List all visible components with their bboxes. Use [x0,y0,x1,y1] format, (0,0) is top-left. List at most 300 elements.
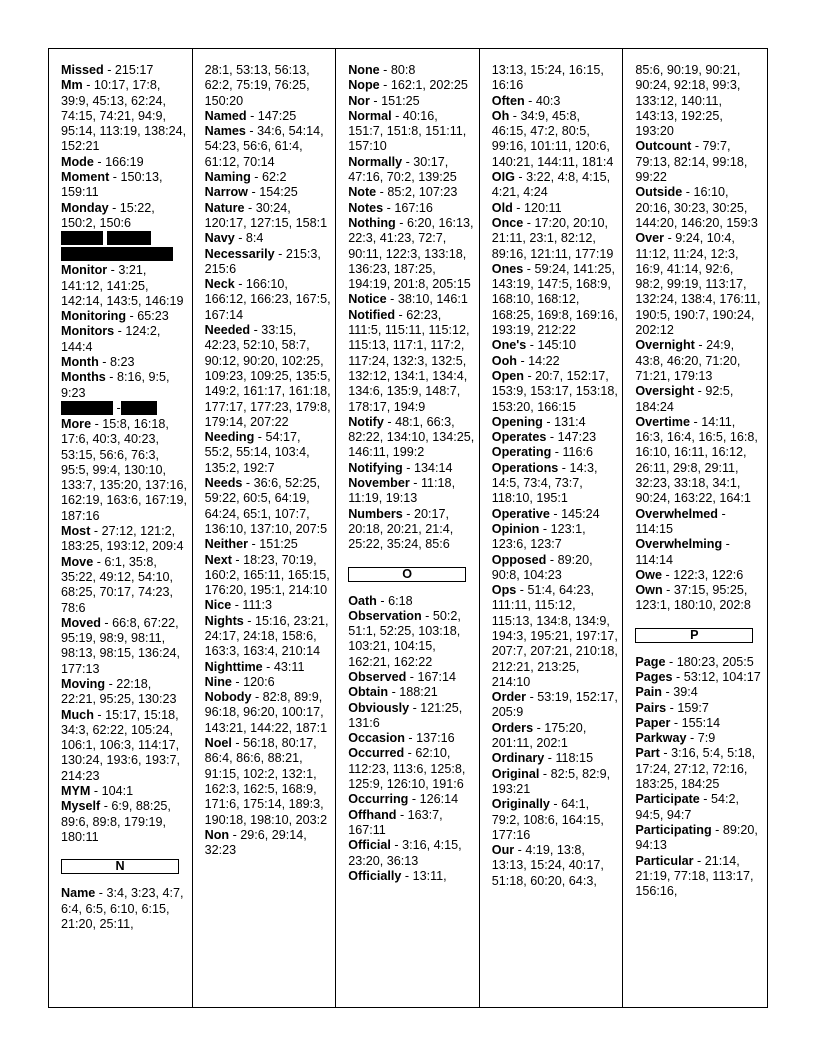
index-entry: Page - 180:23, 205:5 [635,654,754,669]
entry-references: 85:2, 107:23 [387,185,458,200]
entry-references: 54:17, 55:2, 55:14, 103:4, 135:2, 192:7 [204,430,310,475]
entry-term: Noel [204,736,232,751]
entry-term: Navy [204,231,235,246]
redaction-block [61,231,103,245]
index-entry: Offhand - 163:7, 167:11 [348,807,443,837]
entry-references: 3:16, 4:15, 23:20, 36:13 [348,838,462,868]
index-frame [48,48,768,1008]
entry-term: Nobody [204,690,252,705]
entry-references: 151:25 [381,93,420,108]
index-entry: Month - 8:23 [61,355,135,370]
index-entry: Opinion - 123:1, 123:6, 123:7 [491,521,586,552]
index-entry: Neck - 166:10, 166:12, 166:23, 167:5, 167:14 [204,277,331,322]
entry-term: Pain [635,685,662,700]
index-entry: Pain - 39:4 [635,685,698,700]
entry-term: Open [491,368,524,383]
index-entry [205,63,332,109]
entry-references: 30:24, 120:17, 127:15, 158:1 [204,200,328,230]
entry-term: Moving [61,676,106,691]
entry-term: Normally [348,154,403,169]
entry-term: Moment [61,170,110,185]
entry-term: Often [491,93,525,108]
entry-references: 62:2 [261,170,287,185]
entry-references: 104:1 [101,784,134,799]
index-entry: Monitor - 3:21, 141:12, 141:25, 142:14, 143:5, 146:19 [61,263,184,308]
index-entry: Open - 20:7, 152:17, 153:9, 153:17, 153:18, 153:20, 166:15 [491,368,618,414]
entry-references: 80:8 [390,63,416,77]
entry-term: One's [491,338,527,353]
entry-references: 37:15, 95:25, 123:1, 180:10, 202:8 [635,583,751,613]
entry-references: 3:4, 3:23, 4:7, 6:4, 6:5, 6:10, 6:15, 21:20, 25:11, [61,886,184,931]
redaction-block [61,247,173,261]
index-entry: Ooh - 14:22 [491,353,560,368]
index-entry: Notice - 38:10, 146:1 [348,292,468,307]
entry-references: 120:6 [243,674,275,689]
index-entry: Over - 9:24, 10:4, 11:12, 11:24, 12:3, 16:9, 41:14, 92:6, 98:2, 99:19, 113:17, 132:24, 138:4, 176:11, 190:5, 190:7, 190:24, 202:12 [635,231,761,338]
entry-term: Paper [635,715,671,730]
entry-term: Obtain [348,685,389,700]
index-entry: Notify - 48:1, 66:3, 82:22, 134:10, 134:25, 146:11, 199:2 [348,414,475,460]
entry-term: Overnight [635,338,695,353]
index-entry: Normally - 30:17, 47:16, 70:2, 139:25 [348,154,457,185]
entry-term: Numbers [348,506,403,521]
entry-term: Our [491,843,515,858]
section-letter-header: N [61,859,179,874]
entry-term: Ordinary [491,751,545,766]
entry-references: 36:6, 52:25, 59:22, 60:5, 64:19, 64:24, 65:1, 107:7, 136:10, 137:10, 207:5 [204,476,328,536]
entry-references: 126:14 [419,792,459,807]
entry-term: Occurred [348,746,405,761]
index-entry: Notes - 167:16 [348,200,433,215]
entry-references: 8:23 [109,355,135,370]
entry-term: Mm [61,78,83,93]
entry-references: 155:14 [681,715,721,730]
index-entry: Mm - 10:17, 17:8, 39:9, 45:13, 62:24, 74:15, 74:21, 94:9, 95:14, 113:19, 138:24, 152:21 [61,78,187,154]
entry-references: 82:5, 82:9, 193:21 [491,766,611,796]
entry-term: Originally [491,797,550,812]
entry-references: 6:18 [388,593,413,608]
redaction-block [61,401,113,415]
entry-term: Offhand [348,807,397,822]
index-entry: Owe - 122:3, 122:6 [635,567,744,582]
index-entry: Officially - 13:11, [348,868,447,883]
entry-references: 18:23, 70:19, 160:2, 165:11, 165:15, 176:20, 195:1, 214:10 [204,552,330,598]
entry-term: Overwhelming [635,537,723,552]
index-entry: Own - 37:15, 95:25, 123:1, 180:10, 202:8 [635,583,751,613]
index-entry: Monday - 15:22, 150:2, 150:6 [61,200,155,230]
entry-term: Naming [204,170,251,185]
index-entry: Neither - 151:25 [204,537,298,552]
index-entry: Nature - 30:24, 120:17, 127:15, 158:1 [204,200,328,230]
entry-term: Monday [61,200,109,215]
entry-term: Order [491,690,527,705]
entry-term: Move [61,554,94,569]
entry-references: 137:16 [416,731,455,746]
entry-term: November [348,476,410,491]
index-entry: Notified - 62:23, 111:5, 115:11, 115:12, 115:13, 117:1, 117:2, 117:24, 132:3, 132:5, 132:12, 134:1, 134:4, 134:6, 135:9, 148:7, 178:17, 194:9 [348,307,470,414]
index-entry: Missed - 215:17 [61,63,154,77]
index-entry: Nothing - 6:20, 16:13, 22:3, 41:23, 72:7, 90:11, 122:3, 133:18, 136:23, 187:25, 194:19, 201:8, 205:15 [348,215,474,292]
entry-term: Nothing [348,215,396,230]
entry-references: 114:14 [635,552,673,567]
entry-term: Monitors [61,324,115,339]
index-entry: Oath - 6:18 [348,593,413,608]
entry-references: 59:24, 141:25, 143:19, 147:5, 168:9, 168:10, 168:12, 168:25, 169:8, 169:16, 193:19, 212:22 [491,261,618,338]
entry-references: 13:13, 15:24, 16:15, 16:16 [491,63,604,93]
entry-references: 20:7, 152:17, 153:9, 153:17, 153:18, 153:20, 166:15 [491,368,618,414]
index-entry: One's - 145:10 [491,338,577,353]
entry-references: 56:18, 80:17, 86:4, 86:6, 88:21, 91:15, 102:2, 132:1, 162:3, 162:5, 168:9, 171:6, 175:14, 189:3, 190:18, 198:10, 203:2 [204,736,328,827]
entry-references: 4:19, 13:8, 13:13, 15:24, 40:17, 51:18, 60:20, 64:3, [491,843,604,888]
index-entry: Order - 53:19, 152:17, 205:9 [491,690,618,720]
index-entry: Parkway - 7:9 [635,731,716,746]
entry-term: Own [635,583,663,598]
index-entry: Ordinary - 118:15 [491,751,594,766]
index-entry: Nice - 111:3 [204,598,273,613]
entry-term: Overwhelmed [635,506,718,521]
index-entry: Pairs - 159:7 [635,700,709,715]
index-entry: Our - 4:19, 13:8, 13:13, 15:24, 40:17, 51:18, 60:20, 64:3, [491,843,604,888]
entry-references: 118:15 [555,751,594,766]
entry-term: Normal [348,108,392,123]
index-entry: OIG - 3:22, 4:8, 4:15, 4:21, 4:24 [491,170,611,200]
entry-references: 6:20, 16:13, 22:3, 41:23, 72:7, 90:11, 122:3, 133:18, 136:23, 187:25, 194:19, 201:8, 205:15 [348,215,474,292]
entry-term: Nature [204,200,245,215]
entry-references: 50:2, 51:1, 52:25, 103:18, 103:21, 104:15, 162:21, 162:22 [348,608,461,669]
entry-term: Mode [61,154,94,169]
index-entry: Move - 6:1, 35:8, 35:22, 49:12, 54:10, 68:25, 70:17, 74:23, 78:6 [61,554,174,615]
entry-references: 85:6, 90:19, 90:21, 90:24, 92:18, 99:3, 133:12, 140:11, 143:13, 192:25, 193:20 [635,63,741,139]
entry-references: 14:11, 16:3, 16:4, 16:5, 16:8, 16:10, 16:11, 16:12, 26:11, 29:8, 29:11, 32:23, 33:18, 34:1, 90:24, 163:22, 164:1 [635,414,758,506]
entry-term: Nor [348,93,370,108]
entry-term: Observed [348,669,407,684]
index-entry: Mode - 166:19 [61,154,144,169]
entry-term: Oath [348,593,377,608]
index-entry: Participate - 54:2, 94:5, 94:7 [635,792,739,822]
entry-term: Ops [491,583,517,598]
index-entry: Operative - 145:24 [491,506,600,521]
entry-term: Orders [491,720,534,735]
entry-term: Note [348,185,377,200]
entry-references: 120:11 [523,200,562,215]
entry-term: Neither [204,537,248,552]
entry-term: Moved [61,615,101,630]
index-entry: Outcount - 79:7, 79:13, 82:14, 99:18, 99:22 [635,139,748,185]
entry-references: 65:23 [137,309,169,324]
entry-term: Needed [204,323,251,338]
entry-term: Notified [348,307,396,322]
entry-references: 40:16, 151:7, 151:8, 151:11, 157:10 [348,108,467,154]
entry-references: 43:11 [273,659,305,674]
entry-term: Overtime [635,414,690,429]
entry-references: 116:6 [562,445,594,460]
entry-term: Operating [491,445,552,460]
entry-references: 28:1, 53:13, 56:13, 62:2, 75:19, 76:25, 150:20 [204,63,310,108]
index-entry [492,63,619,94]
entry-references: 3:22, 4:8, 4:15, 4:21, 4:24 [491,170,611,200]
entry-references: 131:4 [554,414,586,429]
entry-references: 39:4 [673,685,698,700]
entry-term: Pages [635,669,673,684]
index-entry: Monitoring - 65:23 [61,309,169,324]
entry-references: 6:9, 88:25, 89:6, 89:8, 179:19, 180:11 [61,799,171,844]
entry-term: Nope [348,78,380,93]
entry-term: Opposed [491,552,547,567]
entry-references: 123:1, 123:6, 123:7 [491,521,586,552]
entry-references: 22:18, 22:21, 95:25, 130:23 [61,676,177,707]
index-entry: Originally - 64:1, 79:2, 108:6, 164:15, 177:16 [491,797,604,842]
index-entry: Non - 29:6, 29:14, 32:23 [204,827,307,858]
index-entry: Pages - 53:12, 104:17 [635,669,761,684]
entry-references: 166:10, 166:12, 166:23, 167:5, 167:14 [204,277,331,322]
entry-references: 10:17, 17:8, 39:9, 45:13, 62:24, 74:15, 74:21, 94:9, 95:14, 113:19, 138:24, 152:21 [61,78,187,154]
index-entry: Obviously - 121:25, 131:6 [348,700,463,730]
entry-term: Narrow [204,185,248,200]
entry-references: 6:1, 35:8, 35:22, 49:12, 54:10, 68:25, 70:17, 74:23, 78:6 [61,554,174,615]
entry-term: Next [204,552,232,567]
entry-term: Opinion [491,521,540,536]
entry-term: Notifying [348,460,403,475]
index-entry: Narrow - 154:25 [204,185,298,200]
index-entry: Orders - 175:20, 201:11, 202:1 [491,720,587,751]
index-entry: Most - 27:12, 121:2, 183:25, 193:12, 209:4 [61,524,184,554]
index-entry: Occurring - 126:14 [348,792,459,807]
index-entry: Overtime - 14:11, 16:3, 16:4, 16:5, 16:8, 16:10, 16:11, 16:12, 26:11, 29:8, 29:11, 32:23, 33:18, 34:1, 90:24, 163:22, 164:1 [635,414,758,506]
index-entry: Needed - 33:15, 42:23, 52:10, 58:7, 90:12, 90:20, 102:25, 109:23, 109:25, 135:5, 149:2, 161:17, 161:18, 177:17, 177:23, 179:8, 179:14, 207:22 [204,323,331,429]
entry-term: Outcount [635,139,692,154]
entry-references: 111:3 [242,598,273,613]
entry-term: Original [491,766,540,781]
entry-term: Nights [204,613,244,628]
entry-term: Old [491,200,513,215]
index-entry: Operating - 116:6 [491,445,594,460]
entry-term: Over [635,231,665,246]
index-entry: Named - 147:25 [204,108,297,123]
entry-references: 167:14 [417,669,457,684]
entry-references: 159:7 [677,700,709,715]
entry-term: Names [204,124,246,139]
entry-references: 54:2, 94:5, 94:7 [635,792,739,822]
index-entry: Overnight - 24:9, 43:8, 46:20, 71:20, 71:21, 179:13 [635,338,741,383]
entry-references: 121:25, 131:6 [348,700,463,730]
entry-references: 17:20, 20:10, 21:11, 23:1, 82:12, 89:16, 121:11, 177:19 [491,215,614,261]
entry-references: 40:3 [535,93,561,108]
index-entry: Ones - 59:24, 141:25, 143:19, 147:5, 168:9, 168:10, 168:12, 168:25, 169:8, 169:16, 193:19, 212:22 [491,261,618,338]
entry-references: 34:9, 45:8, 46:15, 47:2, 80:5, 99:16, 101:11, 120:6, 140:21, 144:11, 181:4 [491,108,614,169]
entry-term: Operates [491,430,547,445]
entry-references: 114:15 [635,521,673,536]
entry-references: 51:4, 64:23, 111:11, 115:12, 115:13, 134:8, 134:9, 194:3, 195:21, 197:17, 207:7, 207:21, 210:18, 212:21, 213:25, 214:10 [491,583,618,689]
entry-references: 215:3, 215:6 [204,246,321,276]
entry-term: Observation [348,608,422,623]
entry-term: Myself [61,799,101,814]
entry-references: 15:17, 15:18, 34:3, 62:22, 105:24, 106:1, 106:3, 114:17, 130:24, 193:6, 193:7, 214:23 [61,707,181,783]
entry-term: Necessarily [204,246,275,261]
entry-references: 188:21 [399,685,438,700]
entry-references: 150:13, 159:11 [61,170,163,200]
entry-term: Named [204,108,247,123]
index-entry: Oversight - 92:5, 184:24 [635,384,734,414]
entry-references: 180:23, 205:5 [676,654,754,669]
entry-references: 7:9 [697,731,716,746]
entry-term: Month [61,355,99,370]
entry-references: 122:3, 122:6 [673,567,744,582]
index-entry: Opposed - 89:20, 90:8, 104:23 [491,552,593,582]
index-entry: Observation - 50:2, 51:1, 52:25, 103:18, 103:21, 104:15, 162:21, 162:22 [348,608,461,669]
entry-term: Pairs [635,700,667,715]
section-letter-header: P [635,628,753,643]
entry-term: Opening [491,414,543,429]
entry-references: 53:19, 152:17, 205:9 [491,690,618,720]
index-entry: Particular - 21:14, 21:19, 77:18, 113:17, 156:16, [635,853,754,899]
entry-term: Notice [348,292,387,307]
entry-references: 82:8, 89:9, 96:18, 96:20, 100:17, 143:21, 144:22, 187:1 [204,690,328,735]
entry-term: Operations [491,460,559,475]
entry-term: Nice [204,598,232,613]
index-entry: Old - 120:11 [491,200,562,215]
entry-term: Officially [348,868,402,883]
entry-references: 89:20, 90:8, 104:23 [491,552,593,582]
index-entry: Occurred - 62:10, 112:23, 113:6, 125:8, 125:9, 126:10, 191:6 [348,746,466,792]
index-column-2 [193,49,337,1007]
index-entry: Months - 8:16, 9:5, 9:23 [61,370,170,400]
entry-term: Ones [491,261,524,276]
entry-term: Needs [204,476,243,491]
entry-term: Missed [61,63,104,77]
index-entry: Nine - 120:6 [204,674,275,689]
index-entry: MYM - 104:1 [61,784,134,799]
entry-references: 62:23, 111:5, 115:11, 115:12, 115:13, 117:1, 117:2, 117:24, 132:3, 132:5, 132:12, 134:1, 134:4, 134:6, 135:9, 148:7, 178:17, 194:9 [348,307,470,414]
entry-term: Occurring [348,792,409,807]
index-entry: Numbers - 20:17, 20:18, 20:21, 21:4, 25:22, 35:24, 85:6 [348,506,454,552]
entry-references: 151:25 [259,537,298,552]
entry-references: 64:1, 79:2, 108:6, 164:15, 177:16 [491,797,604,842]
entry-references: 62:10, 112:23, 113:6, 125:8, 125:9, 126:10, 191:6 [348,746,466,792]
redacted-entry [61,247,188,263]
entry-references: 16:10, 20:16, 30:23, 30:25, 144:20, 146:20, 159:3 [635,185,758,230]
entry-references: 66:8, 67:22, 95:19, 98:9, 98:11, 98:13, 98:15, 136:24, 177:13 [61,615,181,676]
index-entry: Often - 40:3 [491,93,561,108]
entry-references: 27:12, 121:2, 183:25, 193:12, 209:4 [61,524,184,554]
entry-references: 8:4 [245,231,264,246]
index-entry: None - 80:8 [348,63,416,77]
index-entry: Needs - 36:6, 52:25, 59:22, 60:5, 64:19, 64:24, 65:1, 107:7, 136:10, 137:10, 207:5 [204,476,328,536]
entry-term: None [348,63,380,77]
index-entry: Original - 82:5, 82:9, 193:21 [491,766,611,796]
index-column-5 [623,49,767,1007]
index-entry: Operations - 14:3, 14:5, 73:4, 73:7, 118:10, 195:1 [491,460,598,506]
index-entry: Note - 85:2, 107:23 [348,185,458,200]
index-entry: Naming - 62:2 [204,170,287,185]
index-entry: Once - 17:20, 20:10, 21:11, 23:1, 82:12, 89:16, 121:11, 177:19 [491,215,614,261]
entry-term: Name [61,886,96,901]
entry-term: Ooh [491,353,517,368]
redaction-block [107,231,151,245]
index-column-4 [480,49,624,1007]
entry-term: Parkway [635,731,687,746]
entry-term: Oh [491,108,510,123]
index-entry [635,63,763,139]
index-entry: Needing - 54:17, 55:2, 55:14, 103:4, 135:2, 192:7 [204,430,310,475]
entry-term: Official [348,838,391,853]
index-entry: Oh - 34:9, 45:8, 46:15, 47:2, 80:5, 99:16, 101:11, 120:6, 140:21, 144:11, 181:4 [491,108,614,169]
entry-term: Particular [635,853,694,868]
entry-term: Months [61,370,106,385]
index-entry: Nobody - 82:8, 89:9, 96:18, 96:20, 100:17, 143:21, 144:22, 187:1 [204,690,328,735]
index-entry: Paper - 155:14 [635,715,721,730]
entry-references: 166:19 [105,154,144,169]
index-entry: Noel - 56:18, 80:17, 86:4, 86:6, 88:21, 91:15, 102:2, 132:1, 162:3, 162:5, 168:9, 171:6, 175:14, 189:3, 190:18, 198:10, 203:2 [204,736,328,827]
entry-term: More [61,416,92,431]
entry-references: 162:1, 202:25 [390,78,468,93]
entry-term: OIG [491,170,515,185]
index-entry: Monitors - 124:2, 144:4 [61,324,161,354]
entry-references: 147:23 [557,430,597,445]
index-entry: Ops - 51:4, 64:23, 111:11, 115:12, 115:13, 134:8, 134:9, 194:3, 195:21, 197:17, 207:7, 207:21, 210:18, 212:21, 213:25, 214:10 [491,583,618,689]
entry-references: 34:6, 54:14, 54:23, 56:6, 61:4, 61:12, 70:14 [204,124,324,169]
index-entry: Much - 15:17, 15:18, 34:3, 62:22, 105:24, 106:1, 106:3, 114:17, 130:24, 193:6, 193:7, 214:23 [61,707,181,783]
entry-references: 215:17 [114,63,154,77]
entry-term: Monitoring [61,309,127,324]
entry-references: 154:25 [259,185,298,200]
index-entry: Nights - 15:16, 23:21, 24:17, 24:18, 158:6, 163:3, 163:4, 210:14 [204,613,329,659]
entry-term: Operative [491,506,550,521]
entry-references: 15:8, 16:18, 17:6, 40:3, 40:23, 53:15, 56:6, 76:3, 95:5, 99:4, 130:10, 133:7, 135:20, 137:16, 162:19, 163:6, 167:19, 187:16 [61,416,188,523]
index-entry: Operates - 147:23 [491,430,597,445]
entry-references: 3:16, 5:4, 5:18, 17:24, 27:12, 72:16, 183:25, 184:25 [635,746,756,792]
index-entry: Normal - 40:16, 151:7, 151:8, 151:11, 157:10 [348,108,467,154]
index-entry: Name - 3:4, 3:23, 4:7, 6:4, 6:5, 6:10, 6:15, 21:20, 25:11, [61,886,184,931]
index-entry: More - 15:8, 16:18, 17:6, 40:3, 40:23, 53:15, 56:6, 76:3, 95:5, 99:4, 130:10, 133:7, 135:20, 137:16, 162:19, 163:6, 167:19, 187:16 [61,416,188,523]
entry-term: Occasion [348,731,405,746]
index-entry: Participating - 89:20, 94:13 [635,822,758,853]
index-entry: Observed - 167:14 [348,669,457,684]
entry-references: 38:10, 146:1 [397,292,468,307]
entry-references: 20:17, 20:18, 20:21, 21:4, 25:22, 35:24, 85:6 [348,506,454,552]
entry-references: 147:25 [257,108,297,123]
entry-term: Outside [635,185,683,200]
entry-references: 175:20, 201:11, 202:1 [491,720,587,751]
entry-references: 145:24 [561,506,600,521]
section-letter-header: O [348,567,466,582]
index-entry: Part - 3:16, 5:4, 5:18, 17:24, 27:12, 72:16, 183:25, 184:25 [635,746,756,792]
entry-term: Page [635,654,666,669]
entry-term: Nine [204,674,232,689]
index-column-3 [336,49,480,1007]
entry-term: Participate [635,792,700,807]
entry-references: 48:1, 66:3, 82:22, 134:10, 134:25, 146:11, 199:2 [348,414,475,460]
redacted-entry [61,231,188,247]
entry-references: 14:3, 14:5, 73:4, 73:7, 118:10, 195:1 [491,460,598,506]
index-entry: Moved - 66:8, 67:22, 95:19, 98:9, 98:11, 98:13, 98:15, 136:24, 177:13 [61,615,181,676]
index-entry: Overwhelming - 114:14 [635,537,730,567]
entry-term: Participating [635,822,712,837]
entry-references: 24:9, 43:8, 46:20, 71:20, 71:21, 179:13 [635,338,741,383]
entry-term: Once [491,215,524,230]
index-entry: Moment - 150:13, 159:11 [61,170,163,200]
entry-references: 15:22, 150:2, 150:6 [61,200,155,230]
index-entry: Names - 34:6, 54:14, 54:23, 56:6, 61:4, 61:12, 70:14 [204,124,324,169]
index-entry: Necessarily - 215:3, 215:6 [204,246,321,276]
entry-references: 8:16, 9:5, 9:23 [61,370,170,400]
index-entry: Obtain - 188:21 [348,685,438,700]
entry-references: 11:18, 11:19, 19:13 [348,476,456,506]
entry-term: Most [61,524,91,539]
index-entry: Nor - 151:25 [348,93,420,108]
redacted-entry: - [61,401,188,417]
entry-term: Oversight [635,384,695,399]
index-column-1 [49,49,193,1007]
